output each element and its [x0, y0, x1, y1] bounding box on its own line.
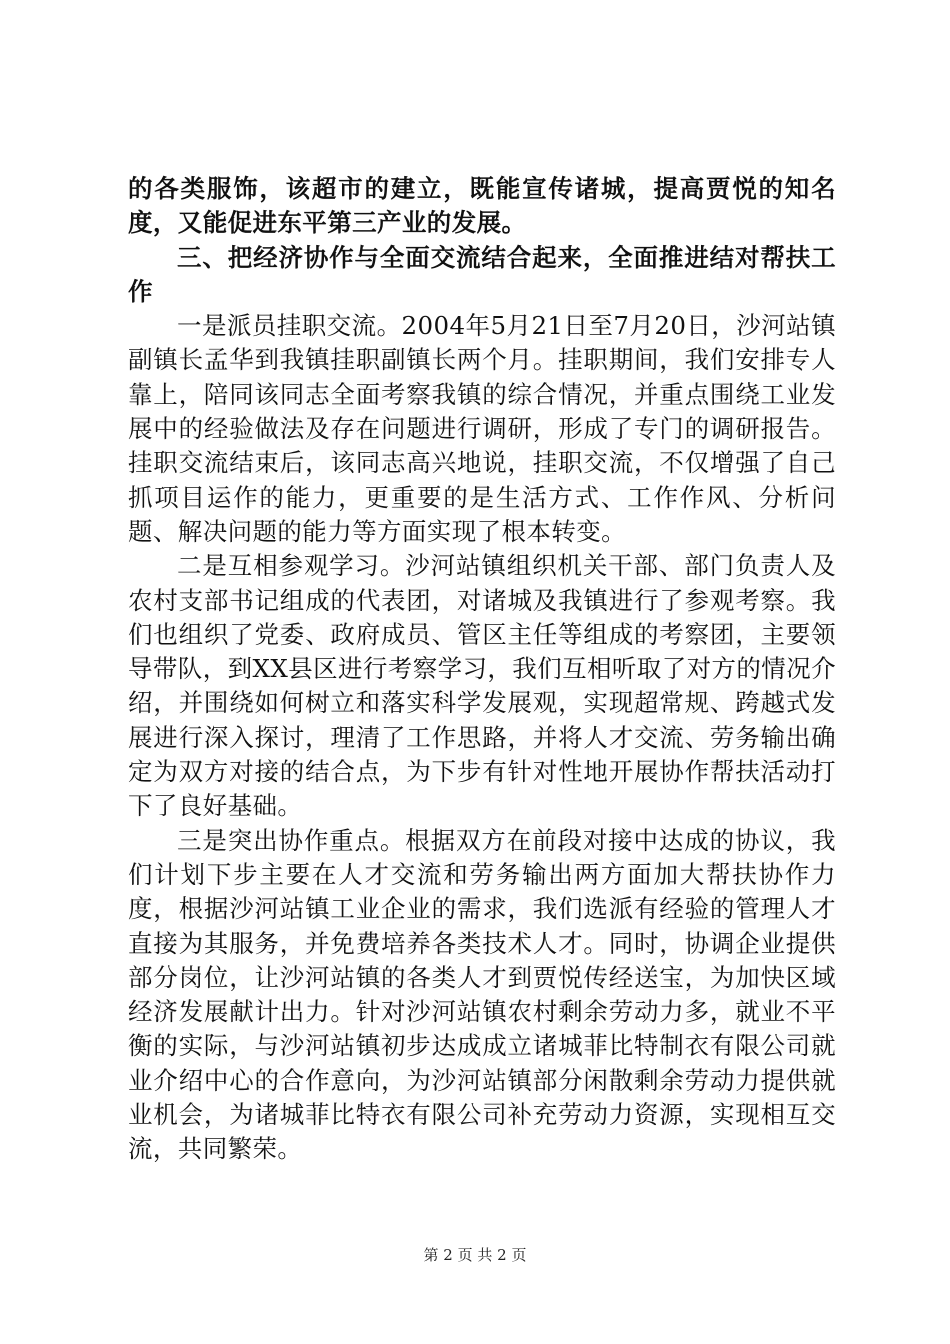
- document-body: [128, 172, 836, 1167]
- paragraph-secondment: 一是派员挂职交流。2004年5月21日至7月20日，沙河站镇副镇长孟华到我镇挂职副镇长两个月。挂职期间，我们安排专人靠上，陪同该同志全面考察我镇的综合情况，并重点围绕工业发展中的经验做法及存在问题进行调研，形成了专门的调研报告。挂职交流结束后，该同志高兴地说，挂职交流，不仅增强了自己抓项目运作的能力，更重要的是生活方式、工作作风、分析问题、解决问题的能力等方面实现了根本转变。: [128, 311, 836, 546]
- page-number-footer: 第 2 页 共 2 页: [423, 1246, 527, 1264]
- paragraph-continuation: 的各类服饰，该超市的建立，既能宣传诸城，提高贾悦的知名度，又能促进东平第三产业的发展。: [128, 174, 836, 238]
- section-heading: 三、把经济协作与全面交流结合起来，全面推进结对帮扶工作: [128, 242, 836, 306]
- paragraph-study-visits: 二是互相参观学习。沙河站镇组织机关干部、部门负责人及农村支部书记组成的代表团，对诸城及我镇进行了参观考察。我们也组织了党委、政府成员、管区主任等组成的考察团，主要领导带队，到XX县区进行考察学习，我们互相听取了对方的情况介绍，并围绕如何树立和落实科学发展观，实现超常规、跨越式发展进行深入探讨，理清了工作思路，并将人才交流、劳务输出确定为双方对接的结合点，为下步有针对性地开展协作帮扶活动打下了良好基础。: [128, 551, 836, 821]
- paragraph-cooperation-focus: 三是突出协作重点。根据双方在前段对接中达成的协议，我们计划下步主要在人才交流和劳务输出两方面加大帮扶协作力度，根据沙河站镇工业企业的需求，我们选派有经验的管理人才直接为其服务，并免费培养各类技术人才。同时，协调企业提供部分岗位，让沙河站镇的各类人才到贾悦传经送宝，为加快区域经济发展献计出力。针对沙河站镇农村剩余劳动力多，就业不平衡的实际，与沙河站镇初步达成成立诸城菲比特制衣有限公司就业介绍中心的合作意向，为沙河站镇部分闲散剩余劳动力提供就业机会，为诸城菲比特衣有限公司补充劳动力资源，实现相互交流，共同繁荣。: [128, 825, 836, 1164]
